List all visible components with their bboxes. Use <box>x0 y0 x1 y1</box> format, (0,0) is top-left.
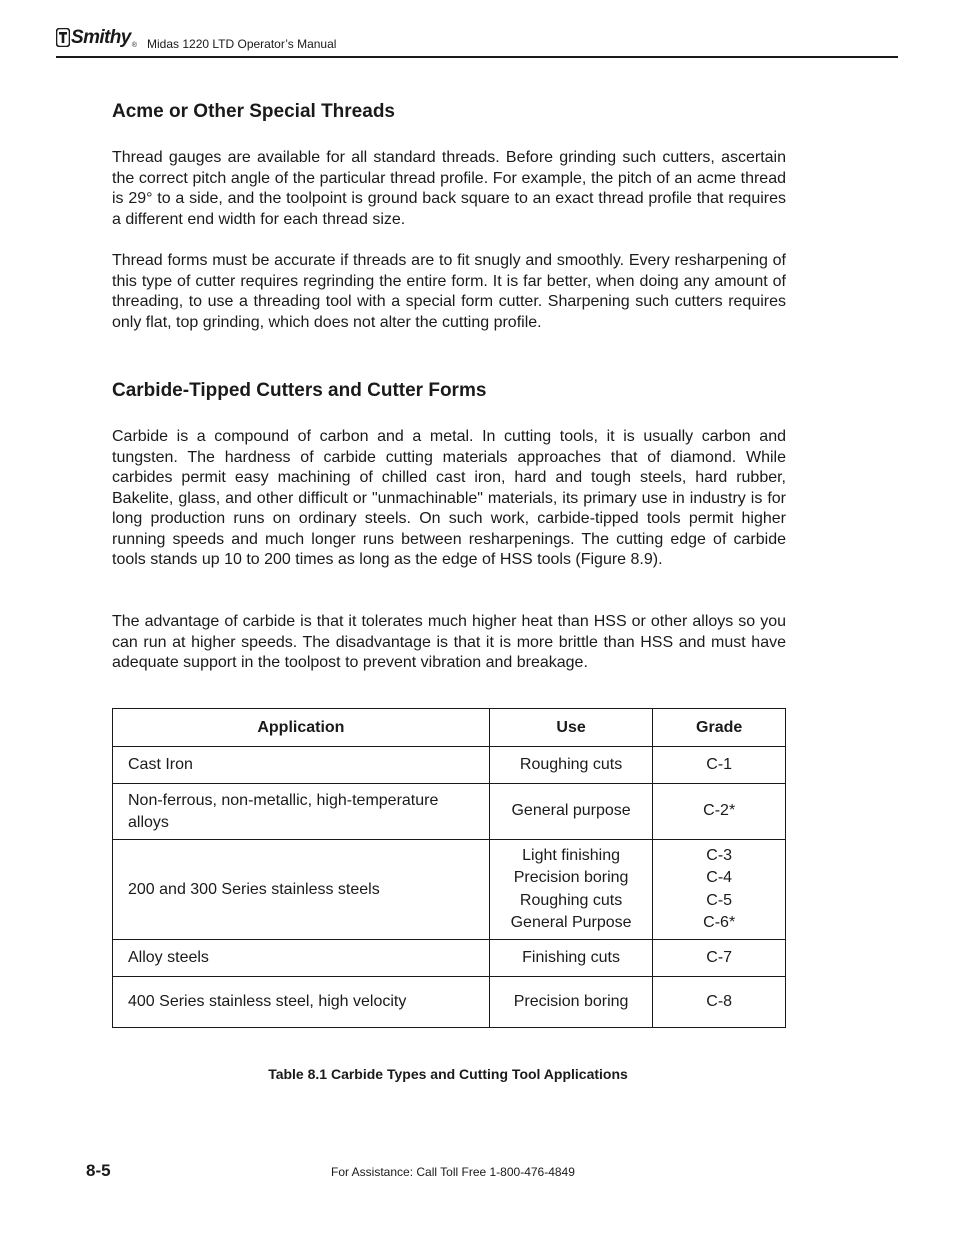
grade-value: C-6* <box>703 914 736 931</box>
grade-value: C-8 <box>706 992 733 1010</box>
use-value: Light finishing <box>522 846 620 864</box>
paragraph: Carbide is a compound of carbon and a metal. In cutting tools, it is usually carbon and tungsten. The hardness of carbide cutting materials approaches that of diamond. While carbides permit easy machining of chilled cast iron, hard and tough steels, hard rubber, Bakelite, glass, and other difficult or "unmachinable" materials, its primary use in industry is for long production runs on ordinary steels. On such work, carbide-tipped tools permit higher running speeds and much longer runs between resharpenings. The cutting edge of carbide tools stands up 10 to 200 times as long as the edge of HSS tools (Figure 8.9). <box>112 428 786 568</box>
grade-value: C-4 <box>706 869 733 886</box>
smithy-logo <box>56 28 137 49</box>
manual-title: Midas 1220 LTD Operator’s Manual <box>147 37 337 51</box>
table-row <box>113 784 786 840</box>
grade-cell <box>653 977 786 1028</box>
use-cell <box>489 977 653 1028</box>
grade-cell <box>653 747 786 784</box>
use-value: Finishing cuts <box>522 948 620 966</box>
column-header-application: Application <box>113 709 490 747</box>
application-cell: 200 and 300 Series stainless steels <box>113 840 490 940</box>
section-heading-acme: Acme or Other Special Threads <box>112 101 395 122</box>
grade-cell <box>653 840 786 940</box>
table-row <box>113 940 786 977</box>
application-cell: Cast Iron <box>113 747 490 784</box>
use-cell <box>489 784 653 840</box>
section-heading-carbide: Carbide-Tipped Cutters and Cutter Forms <box>112 380 487 401</box>
paragraph: Thread forms must be accurate if threads are to fit snugly and smoothly. Every resharpening of this type of cutter requires regrinding the entire form. It is far better, when doing any amount of threading, to use a threading tool with a special form cutter. Sharpening such cutters requires only flat, top grinding, which does not alter the cutting profile. <box>112 252 786 331</box>
grade-value: C-7 <box>706 948 733 966</box>
registered-mark: ® <box>131 42 137 49</box>
use-value: General purpose <box>511 802 631 820</box>
use-value: Roughing cuts <box>519 891 623 909</box>
table-header-row <box>113 709 786 747</box>
use-value: Precision boring <box>513 992 629 1010</box>
application-cell: Non-ferrous, non-metallic, high-temperature alloys <box>113 784 490 840</box>
use-cell <box>489 840 653 940</box>
page-header <box>56 26 898 58</box>
brand-name: Smithy <box>71 27 131 48</box>
use-value: General Purpose <box>510 914 632 931</box>
table-row <box>113 977 786 1028</box>
carbide-table <box>112 708 786 1028</box>
grade-cell <box>653 940 786 977</box>
assistance-line: For Assistance: Call Toll Free 1-800-476-4849 <box>331 1165 575 1179</box>
column-header-use: Use <box>489 709 653 747</box>
smithy-logo-icon <box>56 28 70 47</box>
table-row <box>113 840 786 940</box>
grade-value: C-2* <box>703 802 736 820</box>
page-number: 8-5 <box>86 1161 111 1180</box>
grade-value: C-1 <box>706 755 733 773</box>
use-cell <box>489 747 653 784</box>
paragraph: Thread gauges are available for all standard threads. Before grinding such cutters, ascertain the correct pitch angle of the particular thread profile. For example, the pitch of an acme thread is 29° to a side, and the toolpoint is ground back square to an exact thread profile that requires a different end width for each thread size. <box>112 149 786 228</box>
use-value: Precision boring <box>513 869 629 886</box>
grade-value: C-5 <box>706 891 733 909</box>
paragraph: The advantage of carbide is that it tolerates much higher heat than HSS or other alloys so you can run at higher speeds. The disadvantage is that it is more brittle than HSS and must have adequate support in the toolpost to prevent vibration and breakage. <box>112 613 786 671</box>
grade-value: C-3 <box>706 846 733 864</box>
application-cell: Alloy steels <box>113 940 490 977</box>
application-cell: 400 Series stainless steel, high velocity <box>113 977 490 1028</box>
use-cell <box>489 940 653 977</box>
grade-cell <box>653 784 786 840</box>
use-value: Roughing cuts <box>519 755 623 773</box>
table-row <box>113 747 786 784</box>
column-header-grade: Grade <box>653 709 786 747</box>
table-caption: Table 8.1 Carbide Types and Cutting Tool Applications <box>268 1066 628 1082</box>
